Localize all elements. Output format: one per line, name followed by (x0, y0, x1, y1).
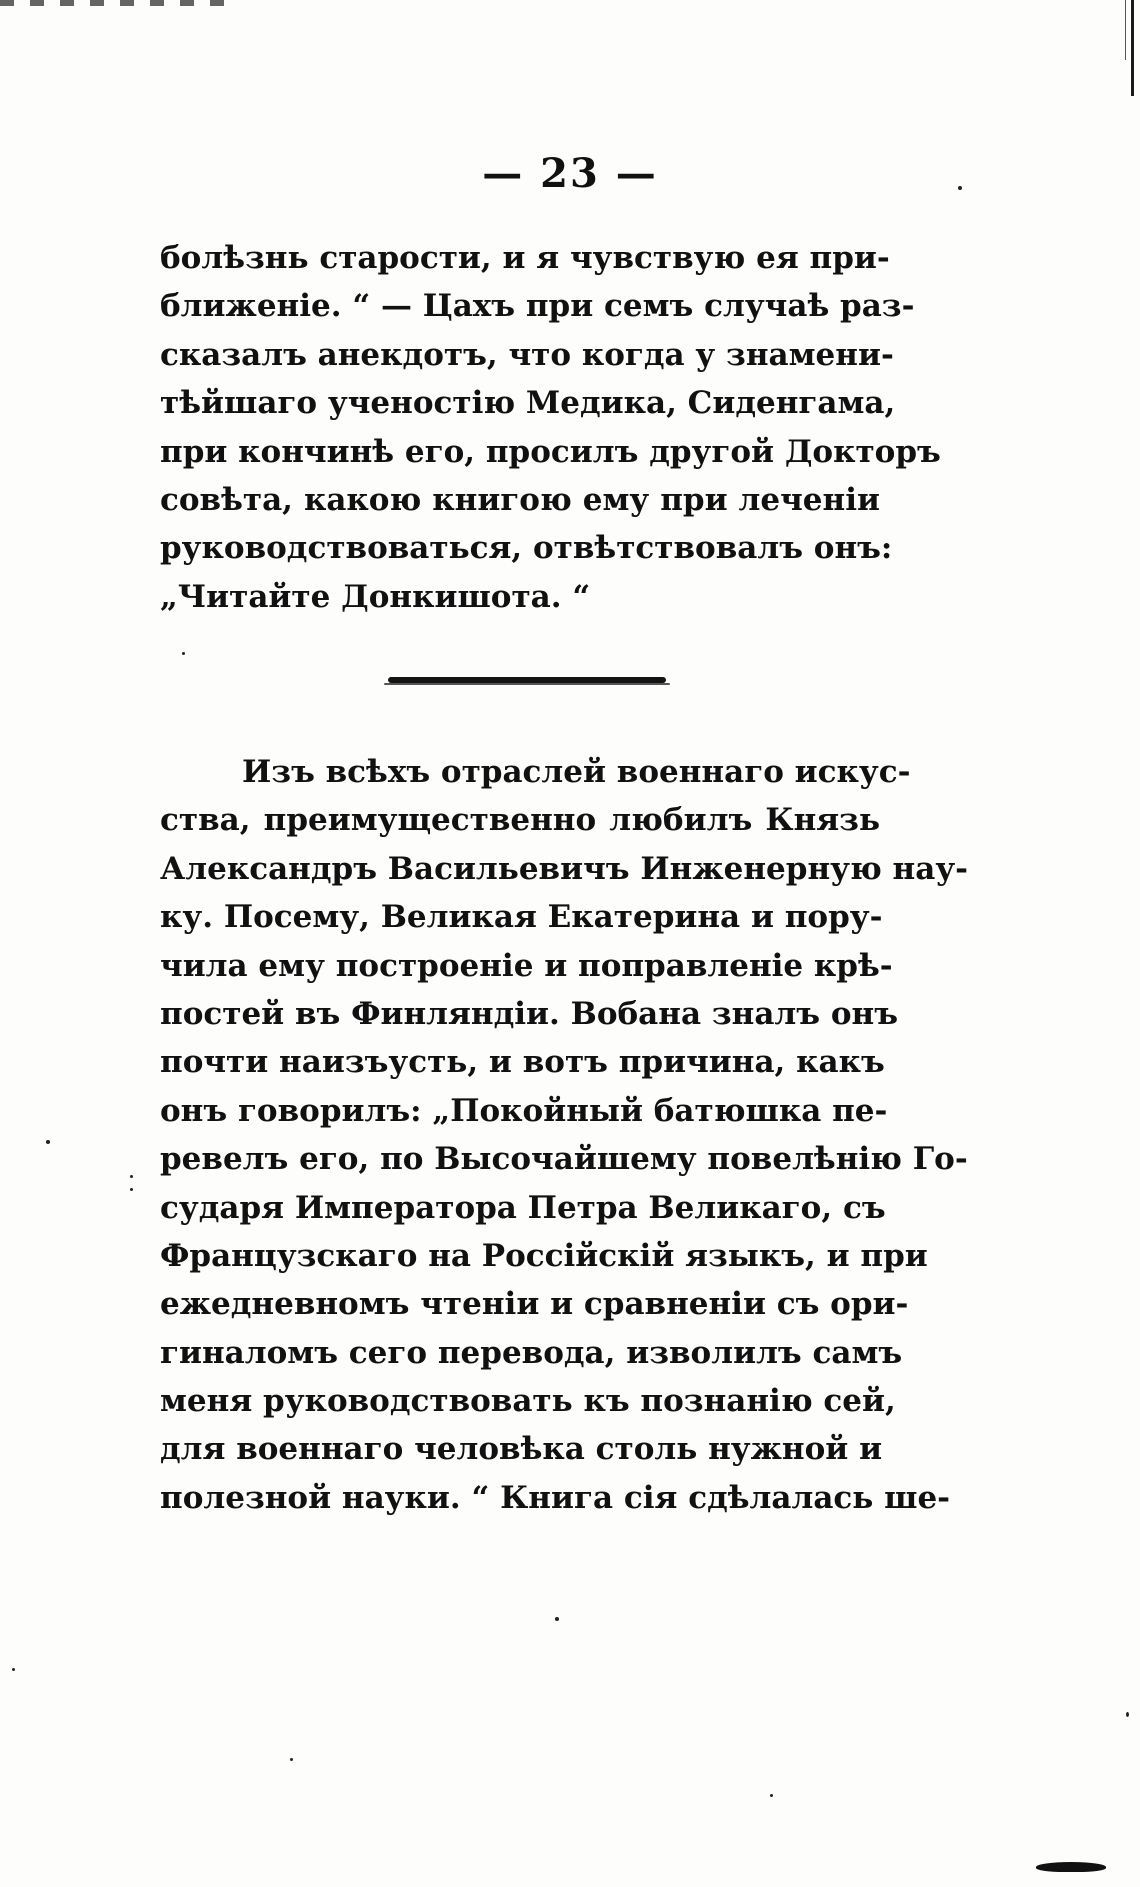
scan-corner-mark (1036, 1862, 1106, 1872)
text-line: постей въ Финляндіи. Вобана зналъ онъ (160, 995, 898, 1032)
paragraph-1 (160, 234, 941, 621)
text-line: сударя Императора Петра Великаго, съ (160, 1189, 886, 1226)
top-edge-marks (0, 0, 240, 6)
text-line: сказалъ анекдотъ, что когда у знамени- (160, 336, 894, 373)
text-line: для военнаго человѣка столь нужной и (160, 1431, 883, 1468)
text-line: руководствоваться, отвѣтствовалъ онъ: (160, 530, 893, 567)
text-line: болѣзнь старости, и я чувствую ея при- (160, 240, 890, 276)
text-line: чила ему построеніе и поправленіе крѣ- (160, 947, 893, 984)
scan-speck (130, 1188, 133, 1191)
scan-speck (182, 652, 185, 655)
text-line: ежедневномъ чтеніи и сравненіи съ ори- (160, 1286, 909, 1323)
scan-speck (46, 1140, 50, 1144)
scan-speck (958, 186, 962, 190)
scan-speck (555, 1617, 559, 1621)
scan-speck (770, 1794, 773, 1797)
scan-speck (12, 1668, 15, 1671)
page-number: — 23 — (482, 150, 658, 197)
text-line: меня руководствовать къ познанію сей, (160, 1383, 896, 1420)
text-line: тѣйшаго ученостію Медика, Сиденгама, (160, 385, 896, 422)
text-line: Александръ Васильевичъ Инженерную нау- (160, 850, 969, 887)
section-divider-underline (384, 683, 670, 685)
paragraph-2 (160, 748, 969, 1522)
text-line: Изъ всѣхъ отраслей военнаго искус- (242, 754, 911, 790)
text-line: ближеніе. “ — Цахъ при семъ случаѣ раз- (160, 288, 915, 325)
text-line: ревелъ его, по Высочайшему повелѣнію Го- (160, 1141, 968, 1178)
right-page-edge-thin (1125, 0, 1126, 60)
text-line: Французскаго на Россійскій языкъ, и при (160, 1237, 928, 1274)
text-line: ку. Посему, Великая Екатерина и пору- (160, 899, 883, 936)
text-line: „Читайте Донкишота. “ (160, 578, 591, 615)
text-line: онъ говорилъ: „Покойный батюшка пе- (160, 1092, 888, 1129)
scan-speck (1126, 1712, 1129, 1717)
text-line: совѣта, какою книгою ему при леченіи (160, 481, 880, 518)
scan-speck (130, 1175, 133, 1178)
text-line: ства, преимущественно любилъ Князь (160, 802, 880, 839)
text-line: почти наизъусть, и вотъ причина, какъ (160, 1044, 885, 1081)
scan-speck (290, 1758, 293, 1761)
right-page-edge (1131, 0, 1134, 96)
text-line: полезной науки. “ Книга сія сдѣлалась ше- (160, 1479, 951, 1516)
text-line: при кончинѣ его, просилъ другой Докторъ (160, 433, 941, 470)
text-line: гиналомъ сего перевода, изволилъ самъ (160, 1334, 903, 1371)
